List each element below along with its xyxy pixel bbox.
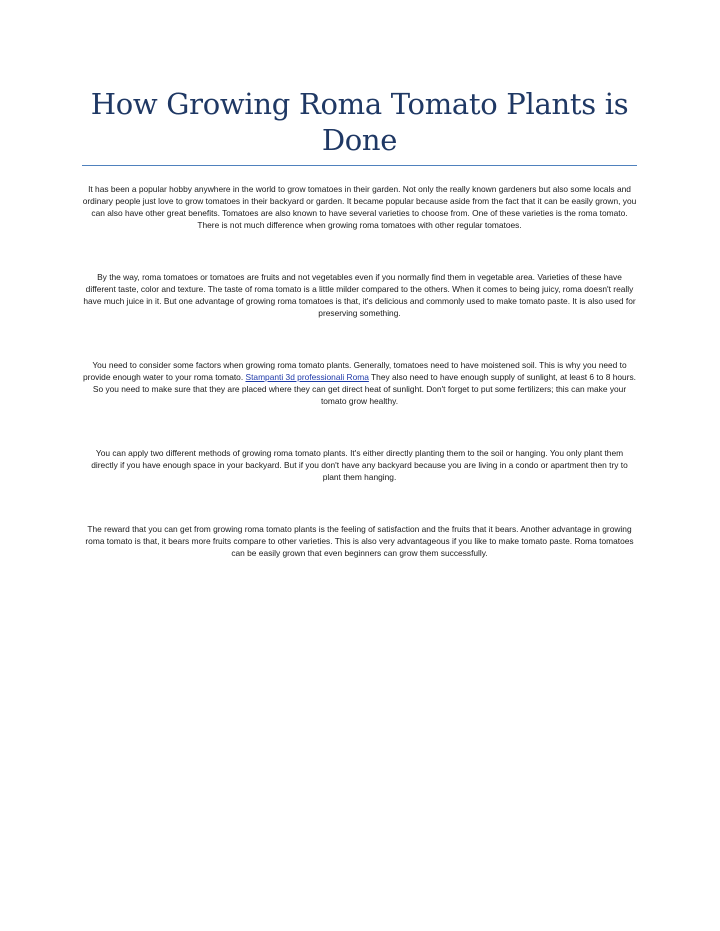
paragraph-rewards: The reward that you can get from growing roma tomato plants is the feeling of satisfaction and the fruits that it bears. Another advantage in growing roma tomato is that, it bears more fruits compare to other varieties. This is also very advantageous if you like to make tomato paste. Roma tomatoes can be easily grown that even beginners can grow them successfully.: [85, 524, 634, 558]
title-divider: [82, 165, 637, 166]
paragraph-methods: You can apply two different methods of growing roma tomato plants. It's either directly planting them to the soil or hanging. You only plant them directly if you have enough space in your backyard. But if you don't have any backyard because you are living in a condo or apartment then try to plant them hanging.: [91, 448, 628, 482]
paragraph-text-before-link: You need to consider some factors when growing roma tomato plants. Generally, tomatoes need to have moistened soil. This is why you need to provide enough water to your roma tomato.: [83, 360, 627, 382]
page-title: How Growing Roma Tomato Plants is Done: [90, 87, 629, 157]
paragraph-varieties: By the way, roma tomatoes or tomatoes are fruits and not vegetables even if you normally find them in vegetable area. Varieties of these have different taste, color and texture. The taste of roma tomato is a little milder compared to the others. When it comes to being juicy, roma doesn't really have much juice in it. But one advantage of growing roma tomatoes is that, it's delicious and commonly used to make tomato paste. It is also used for preserving something.: [83, 272, 636, 318]
paragraph-intro: It has been a popular hobby anywhere in the world to grow tomatoes in their garden. Not only the really known gardeners but also some locals and ordinary people just love to grow tomatoes in their backyard or garden. It became popular because aside from the fact that it can be easily grown, you can also have other great benefits. Tomatoes are also known to have several varieties to choose from. One of these varieties is the roma tomato. There is not much difference when growing roma tomatoes with other regular tomatoes.: [82, 184, 637, 230]
paragraph-growing-factors: [82, 359, 637, 407]
paragraph-text-after-link: They also need to have enough supply of sunlight, at least 6 to 8 hours. So you need to make sure that they are placed where they can get direct heat of sunlight. Don't forget to put some fertilizers; this can make your tomato grow healthy.: [92, 372, 636, 406]
stampanti-3d-link[interactable]: Stampanti 3d professionali Roma: [245, 372, 369, 382]
document-page: [82, 0, 637, 559]
